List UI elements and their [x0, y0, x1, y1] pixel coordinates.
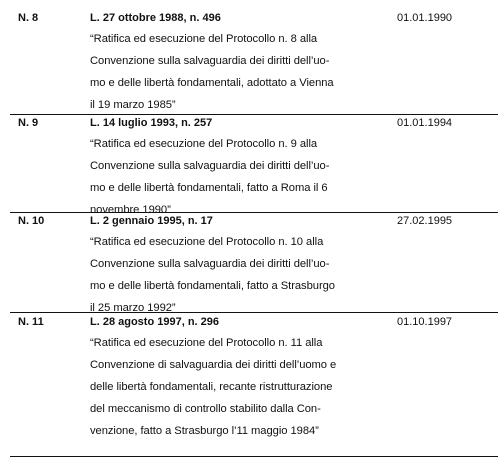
law-cell — [90, 314, 385, 442]
protocol-number: N. 9 — [18, 117, 39, 129]
law-description-line: mo e delle libertà fondamentali, adottato a Vienna — [90, 77, 334, 89]
law-description-line: Convenzione sulla salvaguardia dei diritti dell’uo- — [90, 258, 330, 270]
law-title: L. 14 luglio 1993, n. 257 — [90, 117, 213, 129]
effective-date: 27.02.1995 — [397, 215, 453, 227]
law-description-line: mo e delle libertà fondamentali, fatto a Roma il 6 — [90, 182, 328, 194]
law-description-line: “Ratifica ed esecuzione del Protocollo n. 10 alla — [90, 236, 324, 248]
law-title: L. 28 agosto 1997, n. 296 — [90, 316, 220, 328]
law-description-line: “Ratifica ed esecuzione del Protocollo n. 11 alla — [90, 337, 323, 349]
law-description-line: Convenzione di salvaguardia dei diritti dell’uomo e — [90, 359, 337, 371]
law-cell — [90, 213, 385, 319]
law-description-line: novembre 1990” — [90, 204, 171, 216]
law-cell — [90, 115, 385, 221]
law-cell — [90, 10, 385, 116]
law-description-line: venzione, fatto a Strasburgo l’11 maggio 1984” — [90, 425, 319, 437]
law-description-line: Convenzione sulla salvaguardia dei diritti dell’uo- — [90, 55, 330, 67]
law-description-line: il 25 marzo 1992” — [90, 302, 176, 314]
effective-date: 01.01.1990 — [397, 12, 453, 24]
effective-date: 01.01.1994 — [397, 117, 453, 129]
law-title: L. 27 ottobre 1988, n. 496 — [90, 12, 221, 24]
row-divider — [10, 312, 498, 313]
law-description-line: del meccanismo di controllo stabilito dalla Con- — [90, 403, 321, 415]
law-description-line: delle libertà fondamentali, recante ristrutturazione — [90, 381, 333, 393]
table-bottom-rule — [10, 456, 498, 457]
protocol-number: N. 8 — [18, 12, 39, 24]
law-description-line: il 19 marzo 1985” — [90, 99, 176, 111]
law-description-line: “Ratifica ed esecuzione del Protocollo n. 9 alla — [90, 138, 318, 150]
protocol-number: N. 10 — [18, 215, 45, 227]
effective-date: 01.10.1997 — [397, 316, 453, 328]
protocol-number: N. 11 — [18, 316, 44, 328]
law-description-line: “Ratifica ed esecuzione del Protocollo n. 8 alla — [90, 33, 318, 45]
law-description-line: mo e delle libertà fondamentali, fatto a Strasburgo — [90, 280, 335, 292]
law-description-line: Convenzione sulla salvaguardia dei diritti dell’uo- — [90, 160, 330, 172]
law-title: L. 2 gennaio 1995, n. 17 — [90, 215, 213, 227]
